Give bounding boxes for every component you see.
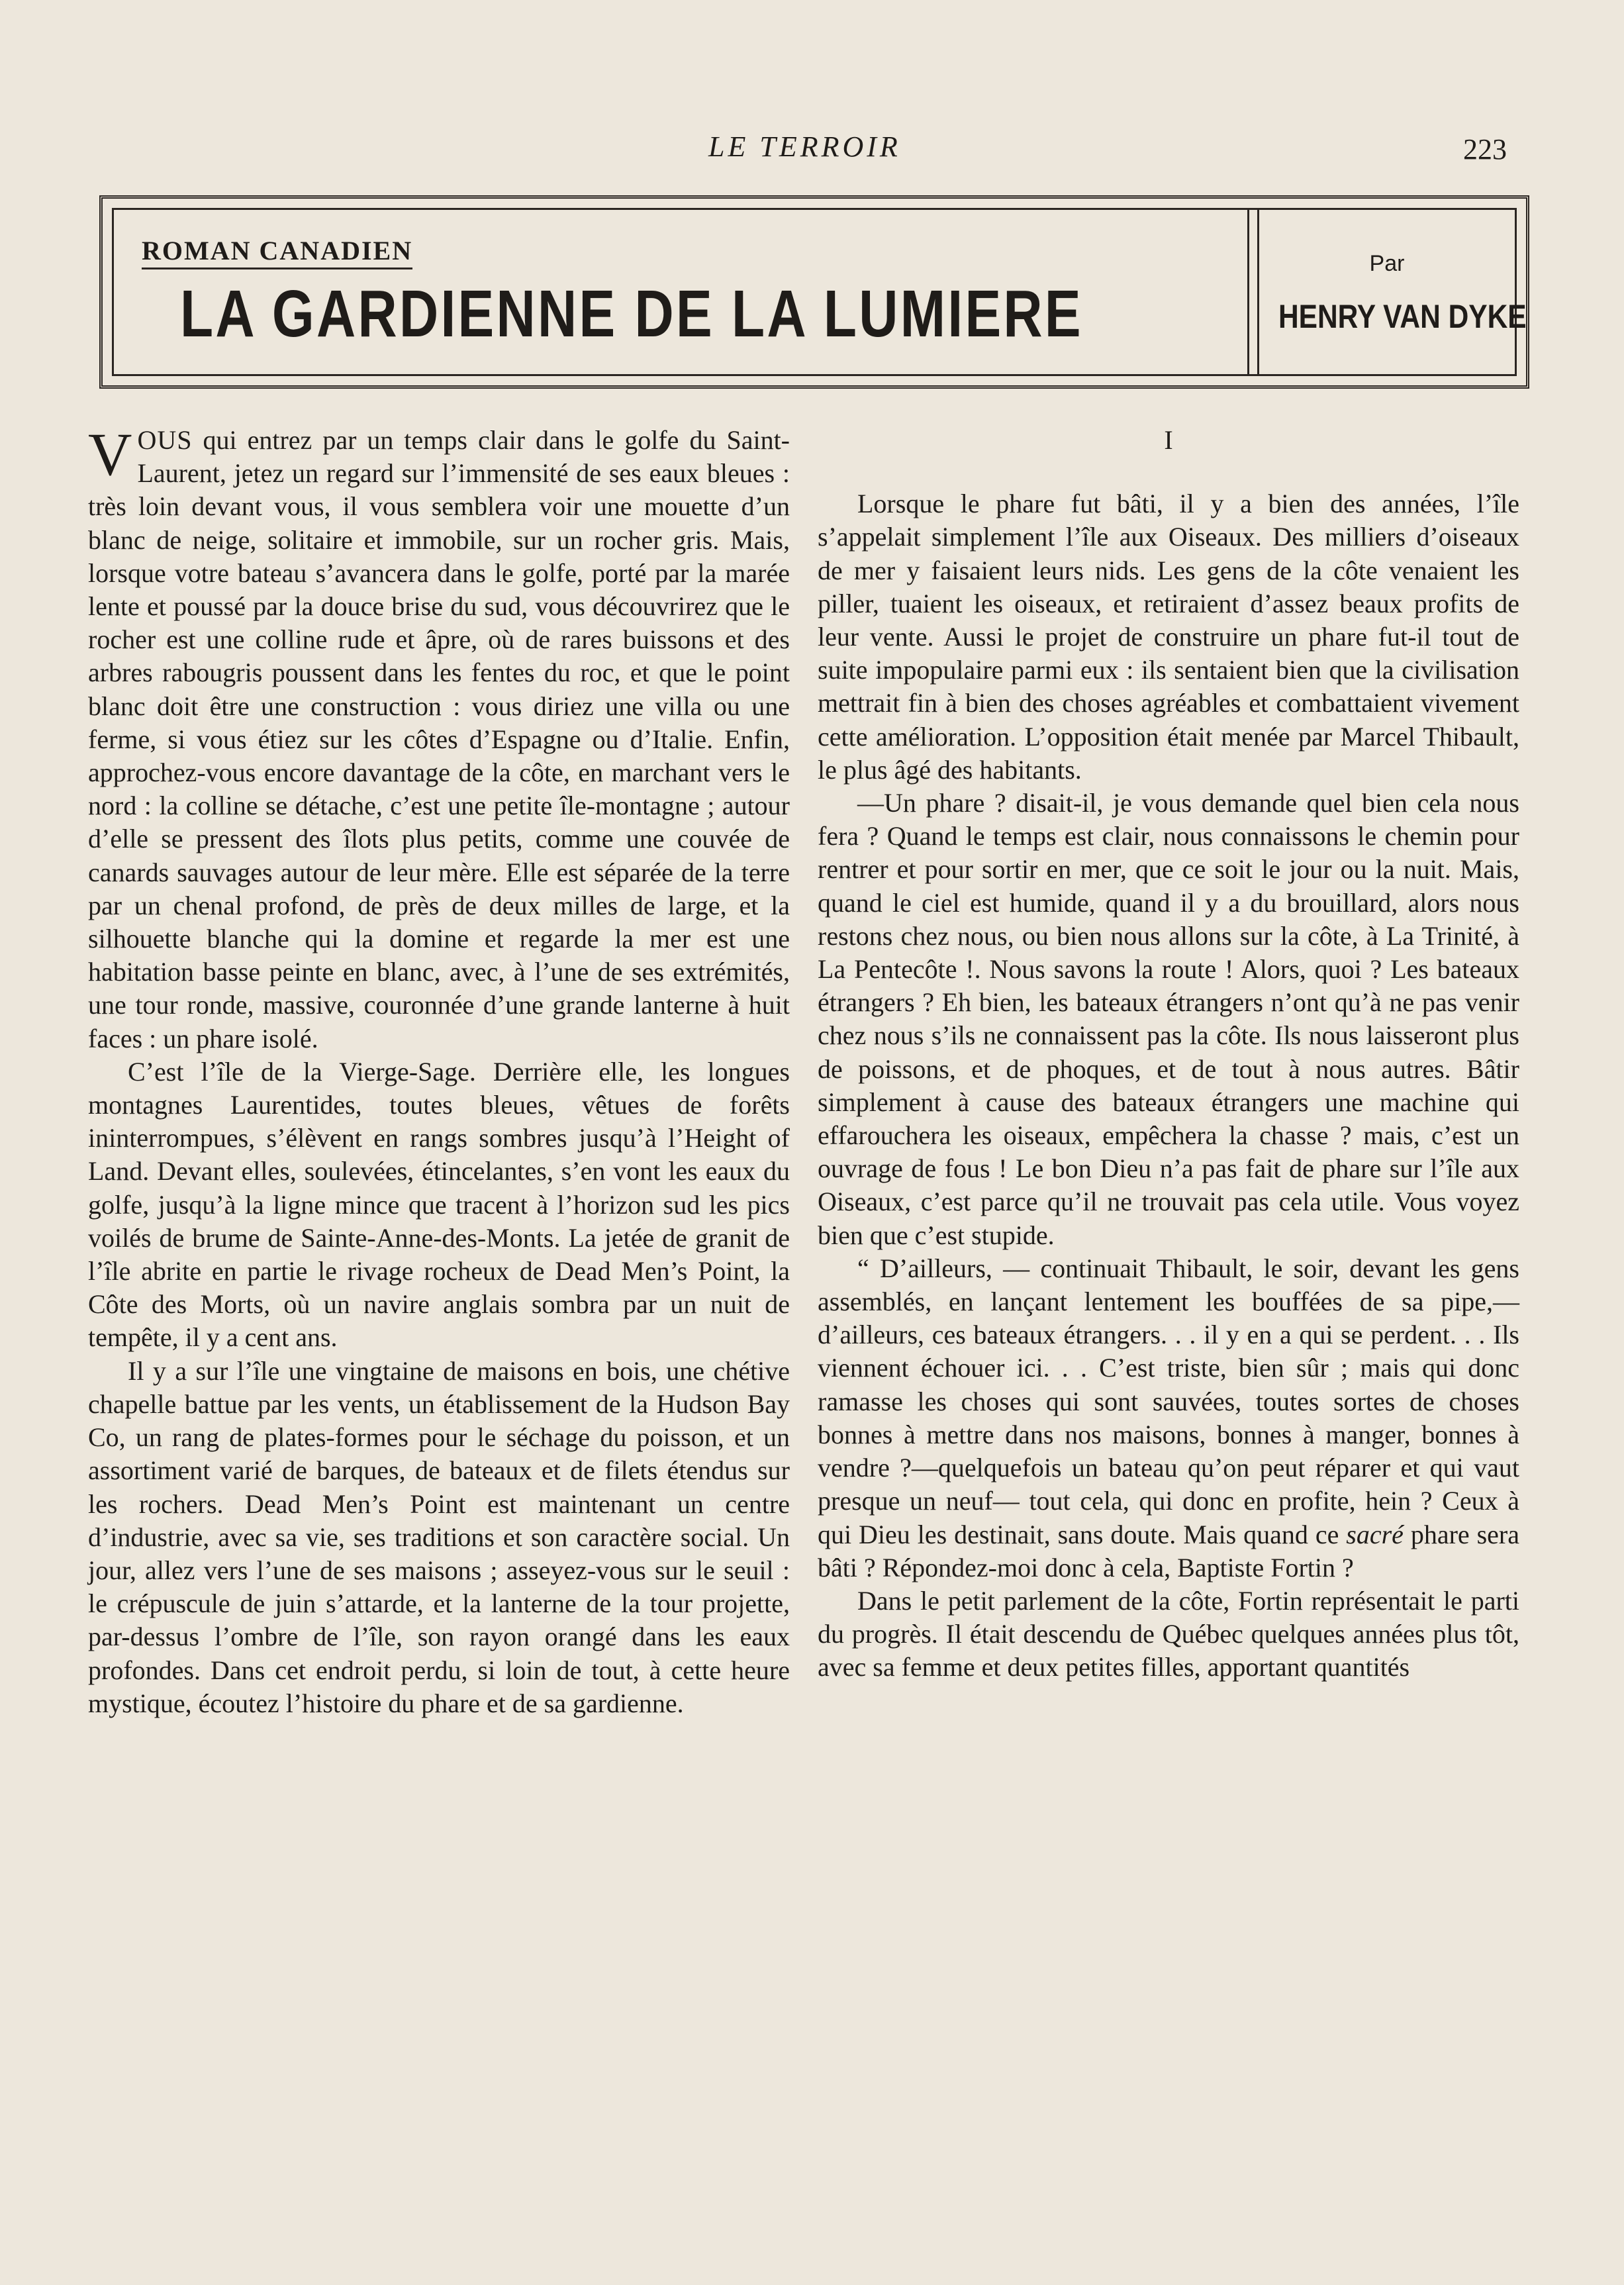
author-panel <box>1259 210 1527 374</box>
paragraph: Il y a sur l’île une vingtaine de maisons en bois, une chétive chapelle battue par les vents, un établissement de la Hudson Bay Co, un rang de plates-formes pour le séchage du poisson, et un assortiment varié de barques, de bateaux et de filets étendus sur les rochers. Dead Men’s Point est maintenant un centre d’industrie, avec sa vie, ses traditions et son caractère social. Un jour, allez vers l’une de ses maisons ; asseyez-vous sur le seuil : le crépuscule de juin s’attarde, et la lanterne de la tour projette, par-dessus l’ombre de l’île, son rayon orangé dans les eaux profondes. Dans cet endroit perdu, si loin de tout, à cette heure mystique, écoutez l’histoire du phare et de sa gardienne. <box>88 1355 790 1718</box>
drop-cap: V <box>88 420 132 488</box>
page-number: 223 <box>1463 133 1507 166</box>
paragraph <box>88 420 790 1055</box>
opening-word: OUS <box>137 425 193 455</box>
article-title: LA GARDIENNE DE LA LUMIERE <box>180 277 1083 351</box>
title-frame <box>112 208 1527 376</box>
paragraph-text: phare sera bâti ? Répondez-moi donc à cela, Baptiste Fortin ? <box>818 1519 1519 1582</box>
title-block <box>99 195 1529 389</box>
paragraph <box>818 1252 1519 1584</box>
author-name: HENRY VAN DYKE <box>1278 298 1527 335</box>
left-column <box>88 420 790 1720</box>
paragraph: —Un phare ? disait-il, je vous demande quel bien cela nous fera ? Quand le temps est clair, nous connaissons le chemin pour rentrer et pour sortir en mer, que ce soit le jour ou la nuit. Mais, quand le ciel est humide, quand il y a du brouillard, alors nous restons chez nous, ou bien nous allons sur la côte, à La Trinité, à La Pentecôte !. Nous savons la route ! Alors, quoi ? Les bateaux étrangers ? Eh bien, les bateaux étrangers n’ont qu’à ne pas venir chez nous s’ils ne connaissent pas la côte. Ils nous laisseront plus de poissons, et de phoques, et de tout à nous autres. Bâtir simplement à cause des bateaux étrangers une machine qui effarouchera les oiseaux, empêchera la chasse ? mais, c’est un ouvrage de fous ! Le bon Dieu n’a pas fait de phare sur l’île aux Oiseaux, c’est parce qu’il ne trouvait pas cela utile. Vous voyez bien que c’est stupide. <box>818 788 1519 1250</box>
paragraph: Dans le petit parlement de la côte, Fortin représentait le parti du progrès. Il était descendu de Québec quelques années plus tôt, avec sa femme et deux petites filles, apportant quantités <box>818 1585 1519 1682</box>
running-head: LE TERROIR <box>708 130 901 163</box>
italic-word: sacré <box>1346 1519 1404 1549</box>
right-column <box>818 424 1519 1684</box>
paragraph-text: “ D’ailleurs, — continuait Thibault, le soir, devant les gens assemblés, en lançant lentement les bouffées de sa pipe,—d’ailleurs, ces bateaux étrangers. . . il y en a qui se perdent. . . Ils viennent échouer ici. . . C’est triste, bien sûr ; mais qui donc ramasse les choses qui sont sauvées, toutes sortes de choses bonnes à mettre dans nos maisons, bonnes à manger, bonnes à vendre ?—quelquefois un bateau qu’on peut réparer et qui vaut presque un neuf— tout cela, qui donc en profite, hein ? Ceux à qui Dieu les destinait, sans doute. Mais quand ce <box>818 1253 1519 1549</box>
paragraph-text: qui entrez par un temps clair dans le golfe du Saint-Laurent, jetez un regard sur l’immensité de ses eaux bleues : très loin devant vous, il vous semblera voir une mouette d’un blanc de neige, solitaire et immobile, sur un rocher gris. Mais, lorsque votre bateau s’avancera dans le golfe, porté par la marée lente et poussé par la douce brise du sud, vous découvrirez que le rocher est une colline rude et âpre, où de rares buissons et des arbres rabougris poussent dans les fentes du roc, et que le point blanc doit être une construction : vous diriez une villa ou une ferme, si vous étiez sur les côtes d’Espagne ou d’Italie. Enfin, approchez-vous encore davantage de la côte, en marchant vers le nord : la colline se détache, c’est une petite île-montagne ; autour d’elle se pressent des îlots plus petits, comme une couvée de canards sauvages autour de leur mère. Elle est séparée de la terre par un chenal profond, de près de deux milles de large, et la silhouette blanche qui la domine et regarde la mer est une habitation basse peinte en blanc, avec, à l’une de ses extrémités, une tour ronde, massive, couronnée d’une grande lanterne à huit faces : un phare isolé. <box>88 425 790 1053</box>
paragraph: C’est l’île de la Vierge-Sage. Derrière elle, les longues montagnes Laurentides, toutes bleues, vêtues de forêts ininterrompues, s’élèvent en rangs sombres jusqu’à l’Height of Land. Devant elles, soulevées, étincelantes, s’en vont les eaux du golfe, jusqu’à la ligne mince que tracent à l’horizon sud les pics voilés de brume de Sainte-Anne-des-Monts. La jetée de granit de l’île abrite en partie le rivage rocheux de Dead Men’s Point, la Côte des Morts, où un navire anglais sombra par un nuit de tempête, il y a cent ans. <box>88 1056 790 1353</box>
series-label: ROMAN CANADIEN <box>142 235 412 269</box>
title-divider <box>1247 210 1259 374</box>
chapter-number: I <box>1164 425 1173 455</box>
title-left-panel <box>114 210 1249 374</box>
paragraph: Lorsque le phare fut bâti, il y a bien des années, l’île s’appelait simplement l’île aux Oiseaux. Des milliers d’oiseaux de mer y faisaient leurs nids. Les gens de la côte venaient les piller, tuaient les oiseaux, et retiraient d’assez beaux profits de leur vente. Aussi le projet de construire un phare fut-il tout de suite impopulaire parmi eux : ils sentaient bien que la civilisation mettrait fin à bien des choses agréables et combattaient vivement cette amélioration. L’opposition était menée par Marcel Thibault, le plus âgé des habitants. <box>818 489 1519 785</box>
by-label: Par <box>1369 251 1405 276</box>
